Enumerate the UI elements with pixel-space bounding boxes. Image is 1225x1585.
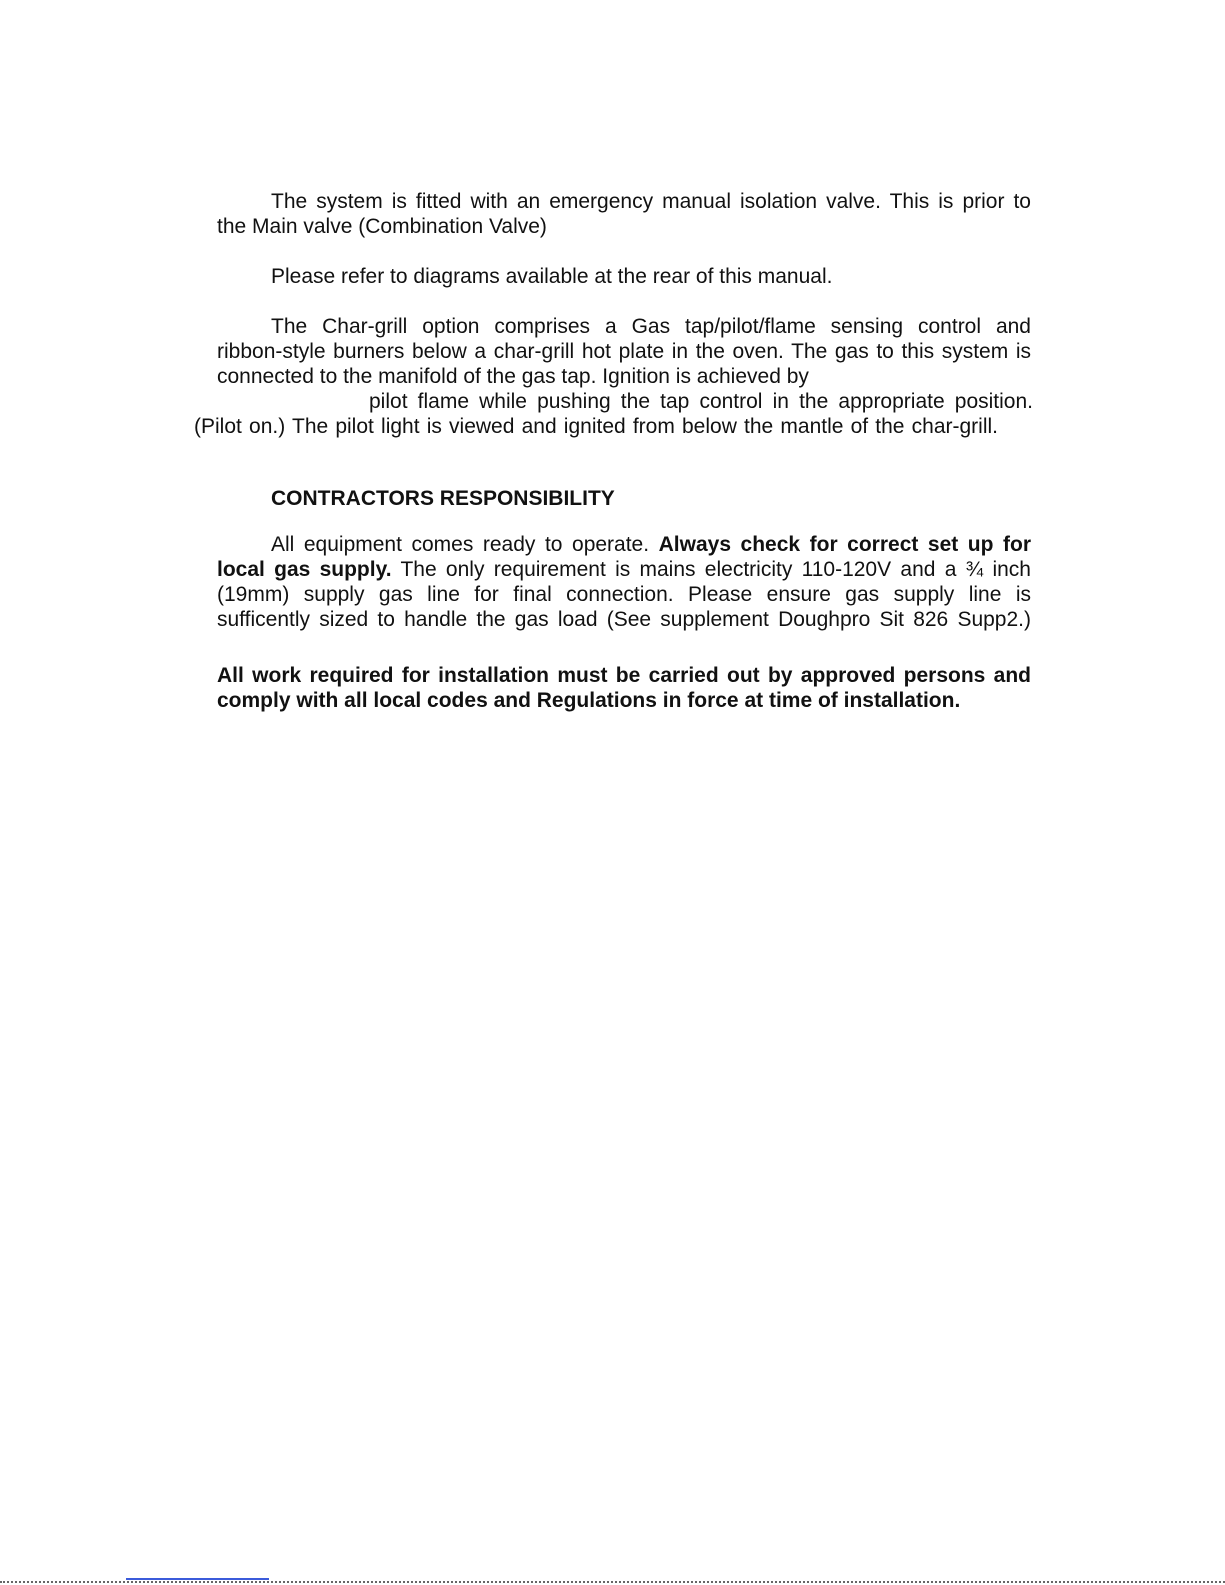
bottom-link-underline — [126, 1578, 269, 1580]
isolation-valve-line-1: The system is fitted with an emergency manual isolation valve. This is prior to — [271, 190, 1031, 213]
contractors-line-2-plain: The only requirement is mains electricity 110-120V and a ¾ inch — [391, 558, 1031, 581]
notice-line-1: All work required for installation must be carried out by approved persons and — [217, 664, 1031, 687]
contractors-line-2 — [217, 557, 1031, 582]
contractors-line-4: sufficently sized to handle the gas load (See supplement Doughpro Sit 826 Supp2.) — [217, 608, 1031, 631]
contractors-line-2-bold: local gas supply. — [217, 558, 392, 581]
char-grill-line-3: connected to the manifold of the gas tap. Ignition is achieved by — [217, 365, 809, 388]
contractors-line-1 — [271, 532, 1031, 557]
char-grill-line-2: ribbon-style burners below a char-grill hot plate in the oven. The gas to this system is — [217, 340, 1031, 363]
contractors-line-1-plain: All equipment comes ready to operate. — [271, 533, 659, 556]
char-grill-line-4: pilot flame while pushing the tap control in the appropriate position. — [369, 390, 1033, 413]
diagrams-reference-line: Please refer to diagrams available at the rear of this manual. — [271, 265, 833, 288]
notice-line-2: comply with all local codes and Regulations in force at time of installation. — [217, 689, 961, 712]
contractors-line-3: (19mm) supply gas line for final connection. Please ensure gas supply line is — [217, 583, 1031, 606]
isolation-valve-line-2: the Main valve (Combination Valve) — [217, 215, 547, 238]
char-grill-line-5: (Pilot on.) The pilot light is viewed and ignited from below the mantle of the char-grill. — [194, 415, 998, 438]
char-grill-line-1: The Char-grill option comprises a Gas tap/pilot/flame sensing control and — [271, 315, 1031, 338]
bottom-dotted-rule — [0, 1581, 1225, 1583]
contractors-line-1-bold: Always check for correct set up for — [658, 533, 1031, 556]
contractors-heading: CONTRACTORS RESPONSIBILITY — [271, 487, 615, 510]
